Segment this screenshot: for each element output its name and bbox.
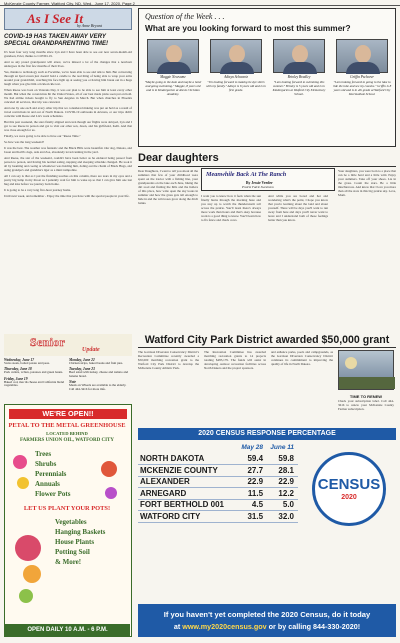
census-header-row xyxy=(138,442,298,453)
census-row xyxy=(138,453,298,465)
flower-icon xyxy=(101,461,117,477)
census-table xyxy=(138,442,298,523)
dear-daughters-col-3: And while you are bored and hot and wondering what's the point, I hope you know that you're learning about the land and about yourself. There will be days you'll want to run away from here and days you'll never want to leave and I understand both of those feelings better than you know. xyxy=(268,194,328,222)
respondent-quote: "I am looking forward to swimming this summer." Brinley is 5 years old and is in Kindergarten at Watford City Elementary School. xyxy=(272,80,326,96)
flower-icon xyxy=(23,565,41,583)
ad-product-item: Trees xyxy=(35,450,52,458)
ad-open-banner: WE'RE OPEN!! xyxy=(9,409,127,419)
menu-day: Thursday, June 18 xyxy=(4,367,32,372)
menu-day: Note xyxy=(69,380,76,385)
column-paragraph: It was the best. The weather was fantastic and the Black Hills were beautiful. Our dog, Dakota, and Jason and Kelli's dogs, Ada and Zoe, absolutely loved running in the yard. xyxy=(4,146,132,154)
census-call-to-action xyxy=(138,604,396,637)
senior-update-banner xyxy=(4,334,132,356)
ad-product-item: Flower Pots xyxy=(35,490,71,498)
census-cell-june: 59.8 xyxy=(267,453,298,465)
census-foot-line-2 xyxy=(138,622,396,631)
census-url-link[interactable]: www.my2020census.gov xyxy=(182,622,267,631)
ad-product-item: & More! xyxy=(55,558,82,566)
census-cell-may: 31.5 xyxy=(238,511,267,523)
menu-day: Friday, June 19 xyxy=(4,376,28,381)
menu-item: Pork cutlets, w/bun, potatoes and green beans. xyxy=(4,370,64,375)
watford-col-1: The Garrison Diversion Conservancy District's Recreation Committee recently awarded a $50,000 matching recreation grant to the Watford City Park District to develop the McKenzie County Athletic Park. xyxy=(138,350,199,370)
respondent-photo xyxy=(147,39,199,73)
census-cell-may: 22.9 xyxy=(238,476,267,488)
respondent-photo xyxy=(336,39,388,73)
watford-col-3: and enhance parks, pools and campgrounds, as the Garrison Diversion Conservancy District continues its commitment to improving the quality of life in North Dakota. xyxy=(271,350,333,366)
respondent-name: Brinley Bradley xyxy=(287,75,311,79)
ad-product-item: Vegetables xyxy=(55,518,87,526)
qow-response xyxy=(332,39,392,96)
column-paragraph: When Reese was born on Veterans Day, it was our plan to be able to see him at least every other month. But when the coronavirus hit the United States, all of our best made plans soon put on hold. We had airline tickets bought to fly to Sun Angeles in March. But when churches in Phoenix canceled all services, that trip was canceled. xyxy=(4,88,132,104)
menu-item: Meals on Wheels are available to the elderly. Call 444-3416 for more info. xyxy=(69,383,127,392)
menu-item: Beef salad with turkey, cheese and tomato and banana bread. xyxy=(69,370,129,379)
column-paragraph: It's been four very long months since Lyn and I have been able to see our new seven-month-old grandson, Eriel, thanks to COVID-19. xyxy=(4,50,132,58)
menu-day: Wednesday, June 17 xyxy=(4,358,35,362)
renew-heading: TIME TO RENEW xyxy=(349,394,383,399)
ad-business-name: PETAL TO THE METAL GREENHOUSE xyxy=(8,422,126,429)
census-cell-june: 5.0 xyxy=(267,499,298,511)
column-paragraph: But this past weekend, the stars finally aligned and even though our flights were delayed, Lyn and I got to see Reese in person and got to visit our other son, Jason, and his girlfriend, Kelli. And that was close enough for us. xyxy=(4,120,132,132)
senior-menu xyxy=(4,358,132,398)
census-row xyxy=(138,511,298,523)
census-foot-text: at xyxy=(173,622,183,631)
divider xyxy=(138,347,396,348)
census-cell-june: 22.9 xyxy=(267,476,298,488)
ad-product-list xyxy=(35,449,70,499)
dear-daughters-col-2: I want you to know how it feels when the sun finally burns through the morning haze and you stay up to watch the thunderstorm roll across the prairie. You'll learn there's always more work than hours and that's okay because work is a good thing to know. You'll learn how to fix fence and check cows. xyxy=(201,194,261,222)
respondent-photo xyxy=(273,39,325,73)
qow-response xyxy=(206,39,266,92)
column-paragraph: So how was the long weekend? xyxy=(4,140,45,144)
census-cell-name: FORT BERTHOLD 001 xyxy=(138,499,238,511)
census-cell-name: WATFORD CITY xyxy=(138,511,238,523)
column-paragraph: Until next week, and remember - Enjoy the time that you have with the special people in your life. xyxy=(4,194,130,198)
census-cell-may: 27.7 xyxy=(238,465,267,477)
menu-column xyxy=(69,358,131,393)
column-paragraph: All I can say is that as I put the finishing touches on this column, there are tears in my eyes and a pretty big lump in my throat as I patiently wait for him to wake up so that I can give him one last hug and kiss before we journey back home. xyxy=(4,174,132,186)
column-paragraph: And one by one each and every other trip that we considered making was put on hold as a result of travel restrictions in and out of North Dakota. COVID-19 outbreaks in Arizona, or our trips didn't coincide with Reese and Liz's work schedules. xyxy=(4,106,132,118)
ad-product-item: House Plants xyxy=(55,538,95,546)
respondent-quote: "I'm looking forward to making tie dye shirts with my family." Adisyn is 6 years old and is in first grade. xyxy=(206,80,266,92)
menu-item: Swiss steak, boiled potato and peas. xyxy=(4,361,50,365)
dear-daughters-title: Dear daughters xyxy=(138,152,219,164)
column-paragraph: Yes, thanks to technology such as Facetime, we've been able to see and talk to him. But conversing through an Ipad screen just doesn't hold a candle to the real thing of being able to wrap your arms around your grandchild, watching his face light up at seeing you or having him break out in a huge laugh when you give him a tickle-tickle test. xyxy=(4,70,132,86)
column-paragraph: It is going to be a very long five-hour journey home. xyxy=(4,188,72,192)
flower-icon xyxy=(17,477,29,489)
renew-photo xyxy=(338,350,394,390)
census-cell-name: MCKENZIE COUNTY xyxy=(138,465,238,477)
menu-item: Baked cod, mac & cheese and California blend vegetables. xyxy=(4,379,65,388)
menu-day: Tuesday, June 23 xyxy=(69,367,95,372)
census-cell-may: 59.4 xyxy=(238,453,267,465)
census-cell-june: 28.1 xyxy=(267,465,298,477)
greenhouse-ad xyxy=(4,404,132,637)
qow-question: What are you looking forward to most this summer? xyxy=(145,23,351,33)
column-paragraph: Finally, we were going to be able to have our "Reese Time." xyxy=(4,134,81,138)
qow-label: Question of the Week . . . xyxy=(145,12,225,21)
ranch-column-title: Meanwhile Back At The Ranch xyxy=(206,171,287,178)
census-cell-may: 4.5 xyxy=(238,499,267,511)
census-cell-name: NORTH DAKOTA xyxy=(138,453,238,465)
dear-daughters-col-4: Your daughters, you were born to a place that can be a little hard and a little wild. Enjoy your summers. Take off your shoes. Lie in the grass. Count the stars. Be a little mischievous. And know that I love you more than all the stars in this big prairie sky. Love, Mom. xyxy=(338,169,396,197)
respondent-photo xyxy=(210,39,262,73)
census-cell-name: ARNEGARD xyxy=(138,488,238,500)
senior-logo: Senior xyxy=(30,335,66,349)
column-headline: COVID-19 HAS TAKEN AWAY VERY SPECIAL GRANDPARENTING TIME! xyxy=(4,33,109,48)
renew-box xyxy=(338,394,394,411)
column-byline: by Anne Bryant xyxy=(77,23,102,28)
respondent-name: Adisyn Schwartz xyxy=(224,75,248,79)
qow-response xyxy=(143,39,203,96)
ranch-column-box xyxy=(201,168,335,191)
ad-product-item: Shrubs xyxy=(35,460,57,468)
watford-headline: Watford City Park District awarded $50,000 grant xyxy=(144,334,390,346)
flower-icon xyxy=(105,487,117,499)
respondent-quote: "Maybe going to the dam and maybe a hotel and going swimming." Maggie, 8 years old and is in Kindergarten at Alexis Christian Academy. xyxy=(144,80,202,96)
ad-product-item: Hanging Baskets xyxy=(55,528,106,536)
column-paragraph: And as any proud grandparent will attest, we've missed a lot of the changes that a newborn undergoes in the first few months of their lives. xyxy=(4,60,132,68)
census-row xyxy=(138,499,298,511)
column-paragraph: And Reese, the star of the weekend, couldn't have been better as he endured being passed from person to person, and having his normal eating, napping and sleeping schedule changed. He took it all by beaming and cooing at whomever was holding him, doling out the charm of Black Hugs, and using grandpa's and grandma's tiger as a mini trampoline. xyxy=(4,156,132,172)
census-title: 2020 CENSUS RESPONSE PERCENTAGE xyxy=(138,428,396,440)
census-foot-text: or by calling 844-330-2020! xyxy=(266,622,361,631)
ranch-column-credit: Prairie Fairie Sweetness xyxy=(242,185,274,189)
menu-day: Monday, June 22 xyxy=(69,358,95,362)
ad-located: LOCATED BEHIND xyxy=(46,431,88,436)
respondent-name: Maggie Newsome xyxy=(160,75,186,79)
census-cell-may: 11.5 xyxy=(238,488,267,500)
census-foot-line-1: If you haven't yet completed the 2020 Census, do it today xyxy=(163,610,371,619)
ad-product-item: Annuals xyxy=(35,480,60,488)
flower-icon xyxy=(15,535,41,561)
census-col-june: June 11 xyxy=(270,443,294,451)
flower-icon xyxy=(13,455,27,469)
page-header-text: McKenzie County Farmer, Watford City, ND, Wed., June 17, 2020, Page 2 xyxy=(4,1,135,6)
census-row xyxy=(138,488,298,500)
census-row xyxy=(138,465,298,477)
column-logo: As I See It xyxy=(27,11,83,26)
respondent-quote: "I am looking forward to going to the lake to ride the tube and see my cousins." Griffin is 8 years old and is in 4th grade at Watford City Intermediate School. xyxy=(332,80,392,96)
census-cell-name: ALEXANDER xyxy=(138,476,238,488)
senior-sub: Update xyxy=(82,347,100,353)
menu-column xyxy=(4,358,66,390)
page-header xyxy=(0,0,400,6)
census-col-may: May 28 xyxy=(241,443,264,451)
ad-product-list xyxy=(55,517,105,567)
question-of-week-box xyxy=(138,8,396,147)
qow-response xyxy=(269,39,329,96)
menu-item: Chicken strips, baked beans and fruit pies. xyxy=(69,361,123,365)
census-logo-text: CENSUS xyxy=(317,476,381,493)
census-cell-june: 12.2 xyxy=(267,488,298,500)
ad-product-item: Potting Soil xyxy=(55,548,90,556)
ad-product-item: Perennials xyxy=(35,470,67,478)
ad-hours: OPEN DAILY 10 A.M. - 6 P.M. xyxy=(5,624,130,636)
census-cell-june: 32.0 xyxy=(267,511,298,523)
renew-text: Check your subscription label. Call 444-3616 to renew your McKenzie County Farmer subscription. xyxy=(338,399,394,411)
census-row xyxy=(138,476,298,488)
census-logo-year: 2020 xyxy=(341,494,357,501)
ad-address: FARMERS UNION OIL, WATFORD CITY xyxy=(19,438,115,443)
watford-col-2: The Recreation Committee has awarded matching recreation grants to 14 projects totaling $483,179. The funds will assist in developing outdoor recreation facilities across North Dakota and the project sponsors. xyxy=(204,350,266,370)
divider xyxy=(138,166,396,167)
column-logo-box xyxy=(4,8,132,30)
census-logo xyxy=(306,448,392,534)
respondent-name: Griffin Pschorer xyxy=(350,75,374,79)
dear-daughters-col-1: Dear Daughters, I want to tell you about all the summers that few of your childhood were spent on the tractor with a fishing line, your grandparents on the lake each June, biking the dirt road and finding the hills and the hollers of this place, how wide open the sky looks in summer and how the grass gets tall enough to hide in and the wild roses grow along the ditch banks. xyxy=(138,169,198,205)
ad-plant-pots: LET US PLANT YOUR POTS! xyxy=(23,505,111,512)
ranch-column-author: By Jessie Veeder xyxy=(246,181,273,185)
flower-icon xyxy=(19,589,33,603)
